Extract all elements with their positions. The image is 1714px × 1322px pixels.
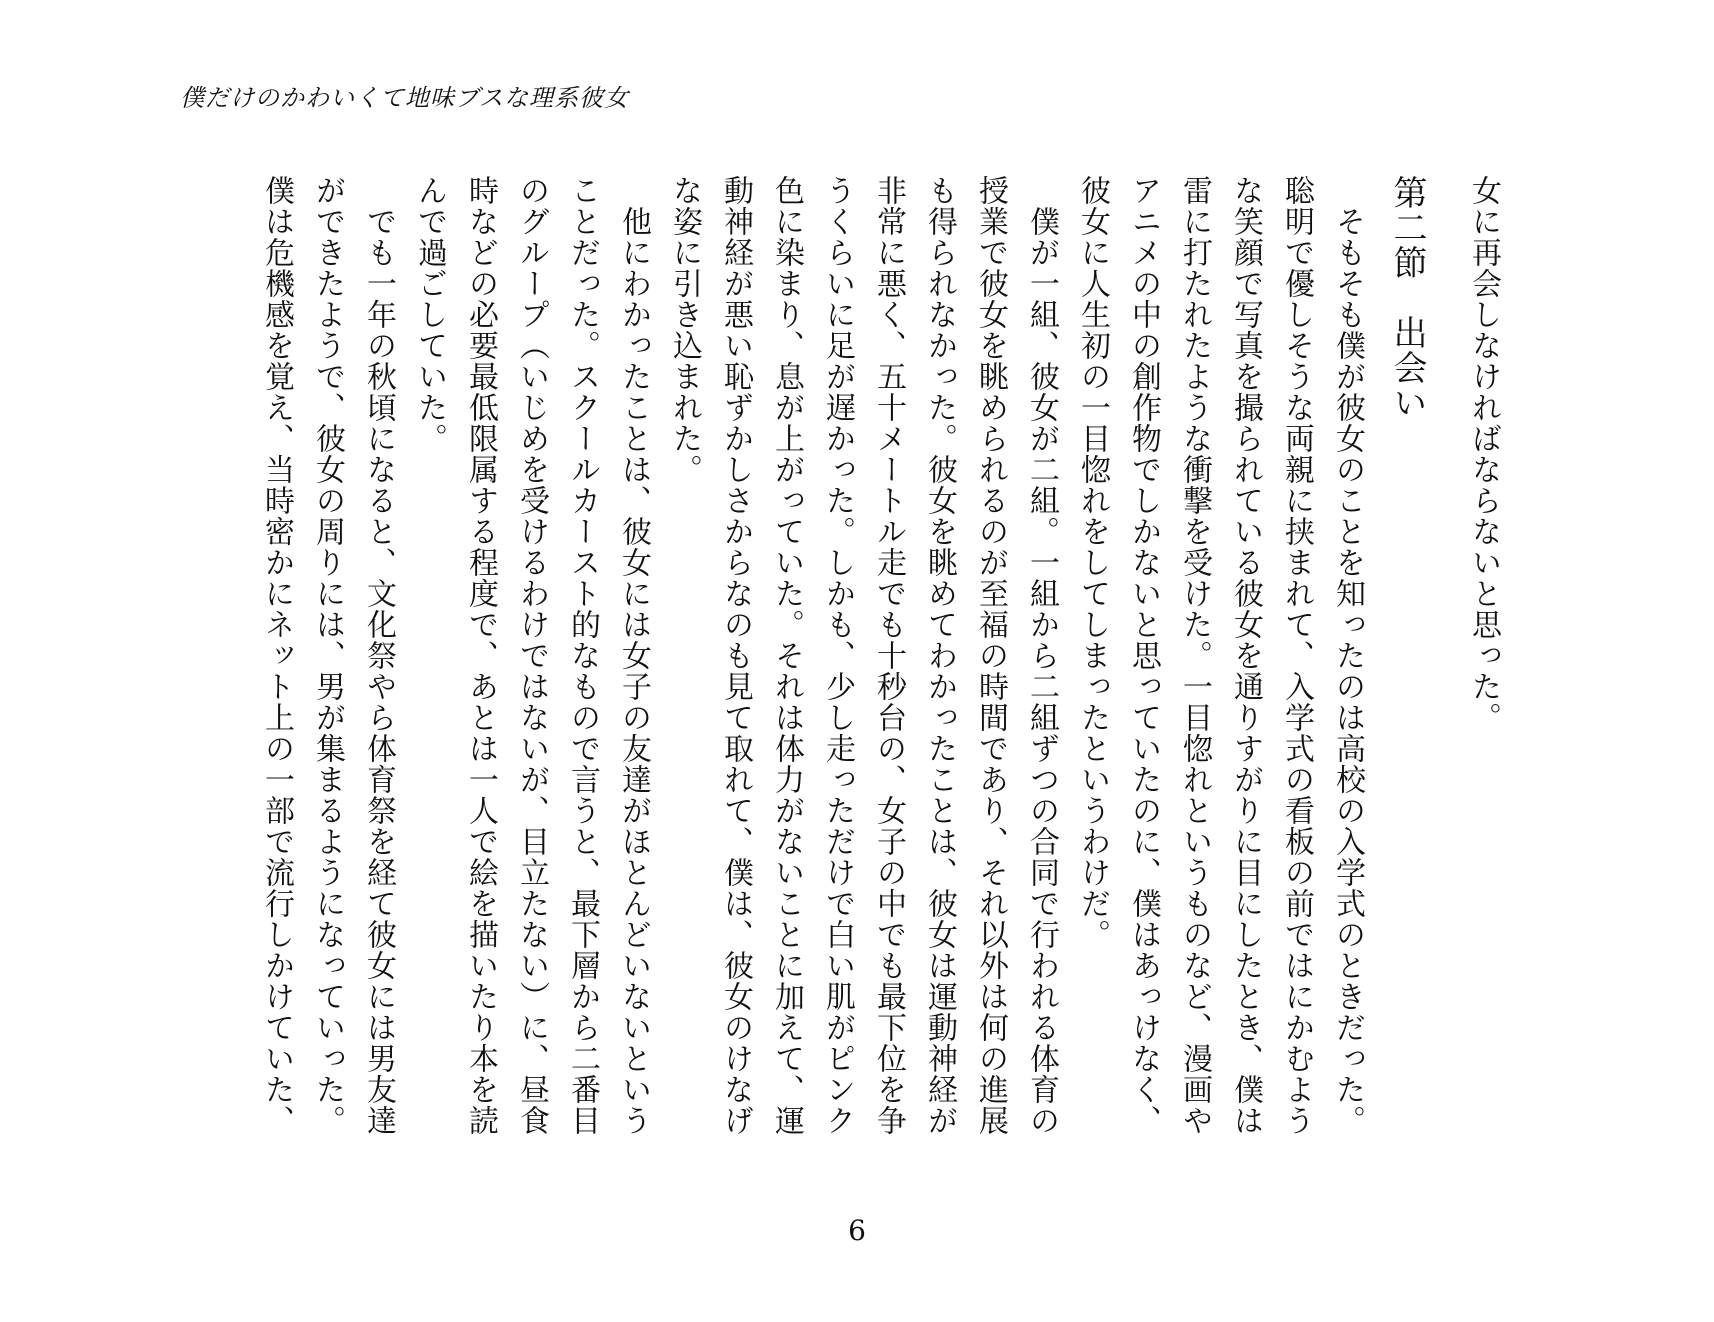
vertical-text-body (251, 175, 1509, 1135)
page-number: 6 (848, 1214, 866, 1247)
paragraph-few-friends: 他にわかったことは、彼女には女子の友達がほとんどいないという ことだった。スクールカースト的なもので言うと、最下層から二番目 のグループ（いじめを受けるわけではないが、目立たない）に、昼食 時などの必要最低限属する程度で、あとは一人で絵を描いたり本を読 んで過ごしていた。 (412, 175, 651, 1136)
running-header-book-title: 僕だけのかわいくて地味ブスな理系彼女 (180, 84, 630, 112)
section-heading: 第二節 出会い (1387, 175, 1427, 420)
paragraph-pe-class: 僕が一組、彼女が二組。一組から二組ずつの合同で行われる体育の 授業で彼女を眺められるのが至福の時間であり、それ以外は何の進展 も得られなかった。彼女を眺めてわかったことは、彼女は運動神経が 非常に悪く、五十メートル走でも十秒台の、女子の中でも最下位を争 うくらいに足が遅かった。しかも、少し走っただけで白い肌がピンク 色に染まり、息が上がっていた。それは体力がないことに加えて、運 動神経が悪い恥ずかしさからなのも見て取れて、僕は、彼女のけなげ な姿に引き込まれた。 (667, 175, 1059, 1136)
paragraph-first-sight: そもそも僕が彼女のことを知ったのは高校の入学式のときだった。 聡明で優しそうな両親に挟まれて、入学式の看板の前ではにかむよう な笑顔で写真を撮られている彼女を通りすがりに目にしたとき、僕は 雷に打たれたような衝撃を受けた。一目惚れというものなど、漫画や アニメの中の創作物でしかないと思っていたのに、僕はあっけなく、 彼女に人生初の一目惚れをしてしまったというわけだ。 (1075, 175, 1365, 1136)
continued-paragraph: 女に再会しなければならないと思った。 (1466, 175, 1501, 733)
paragraph-autumn: でも一年の秋頃になると、文化祭やら体育祭を経て彼女には男友達 ができたようで、彼女の周りには、男が集まるようになっていった。 僕は危機感を覚え、当時密かにネット上の一部で流行しかけていた、 (259, 175, 396, 1136)
